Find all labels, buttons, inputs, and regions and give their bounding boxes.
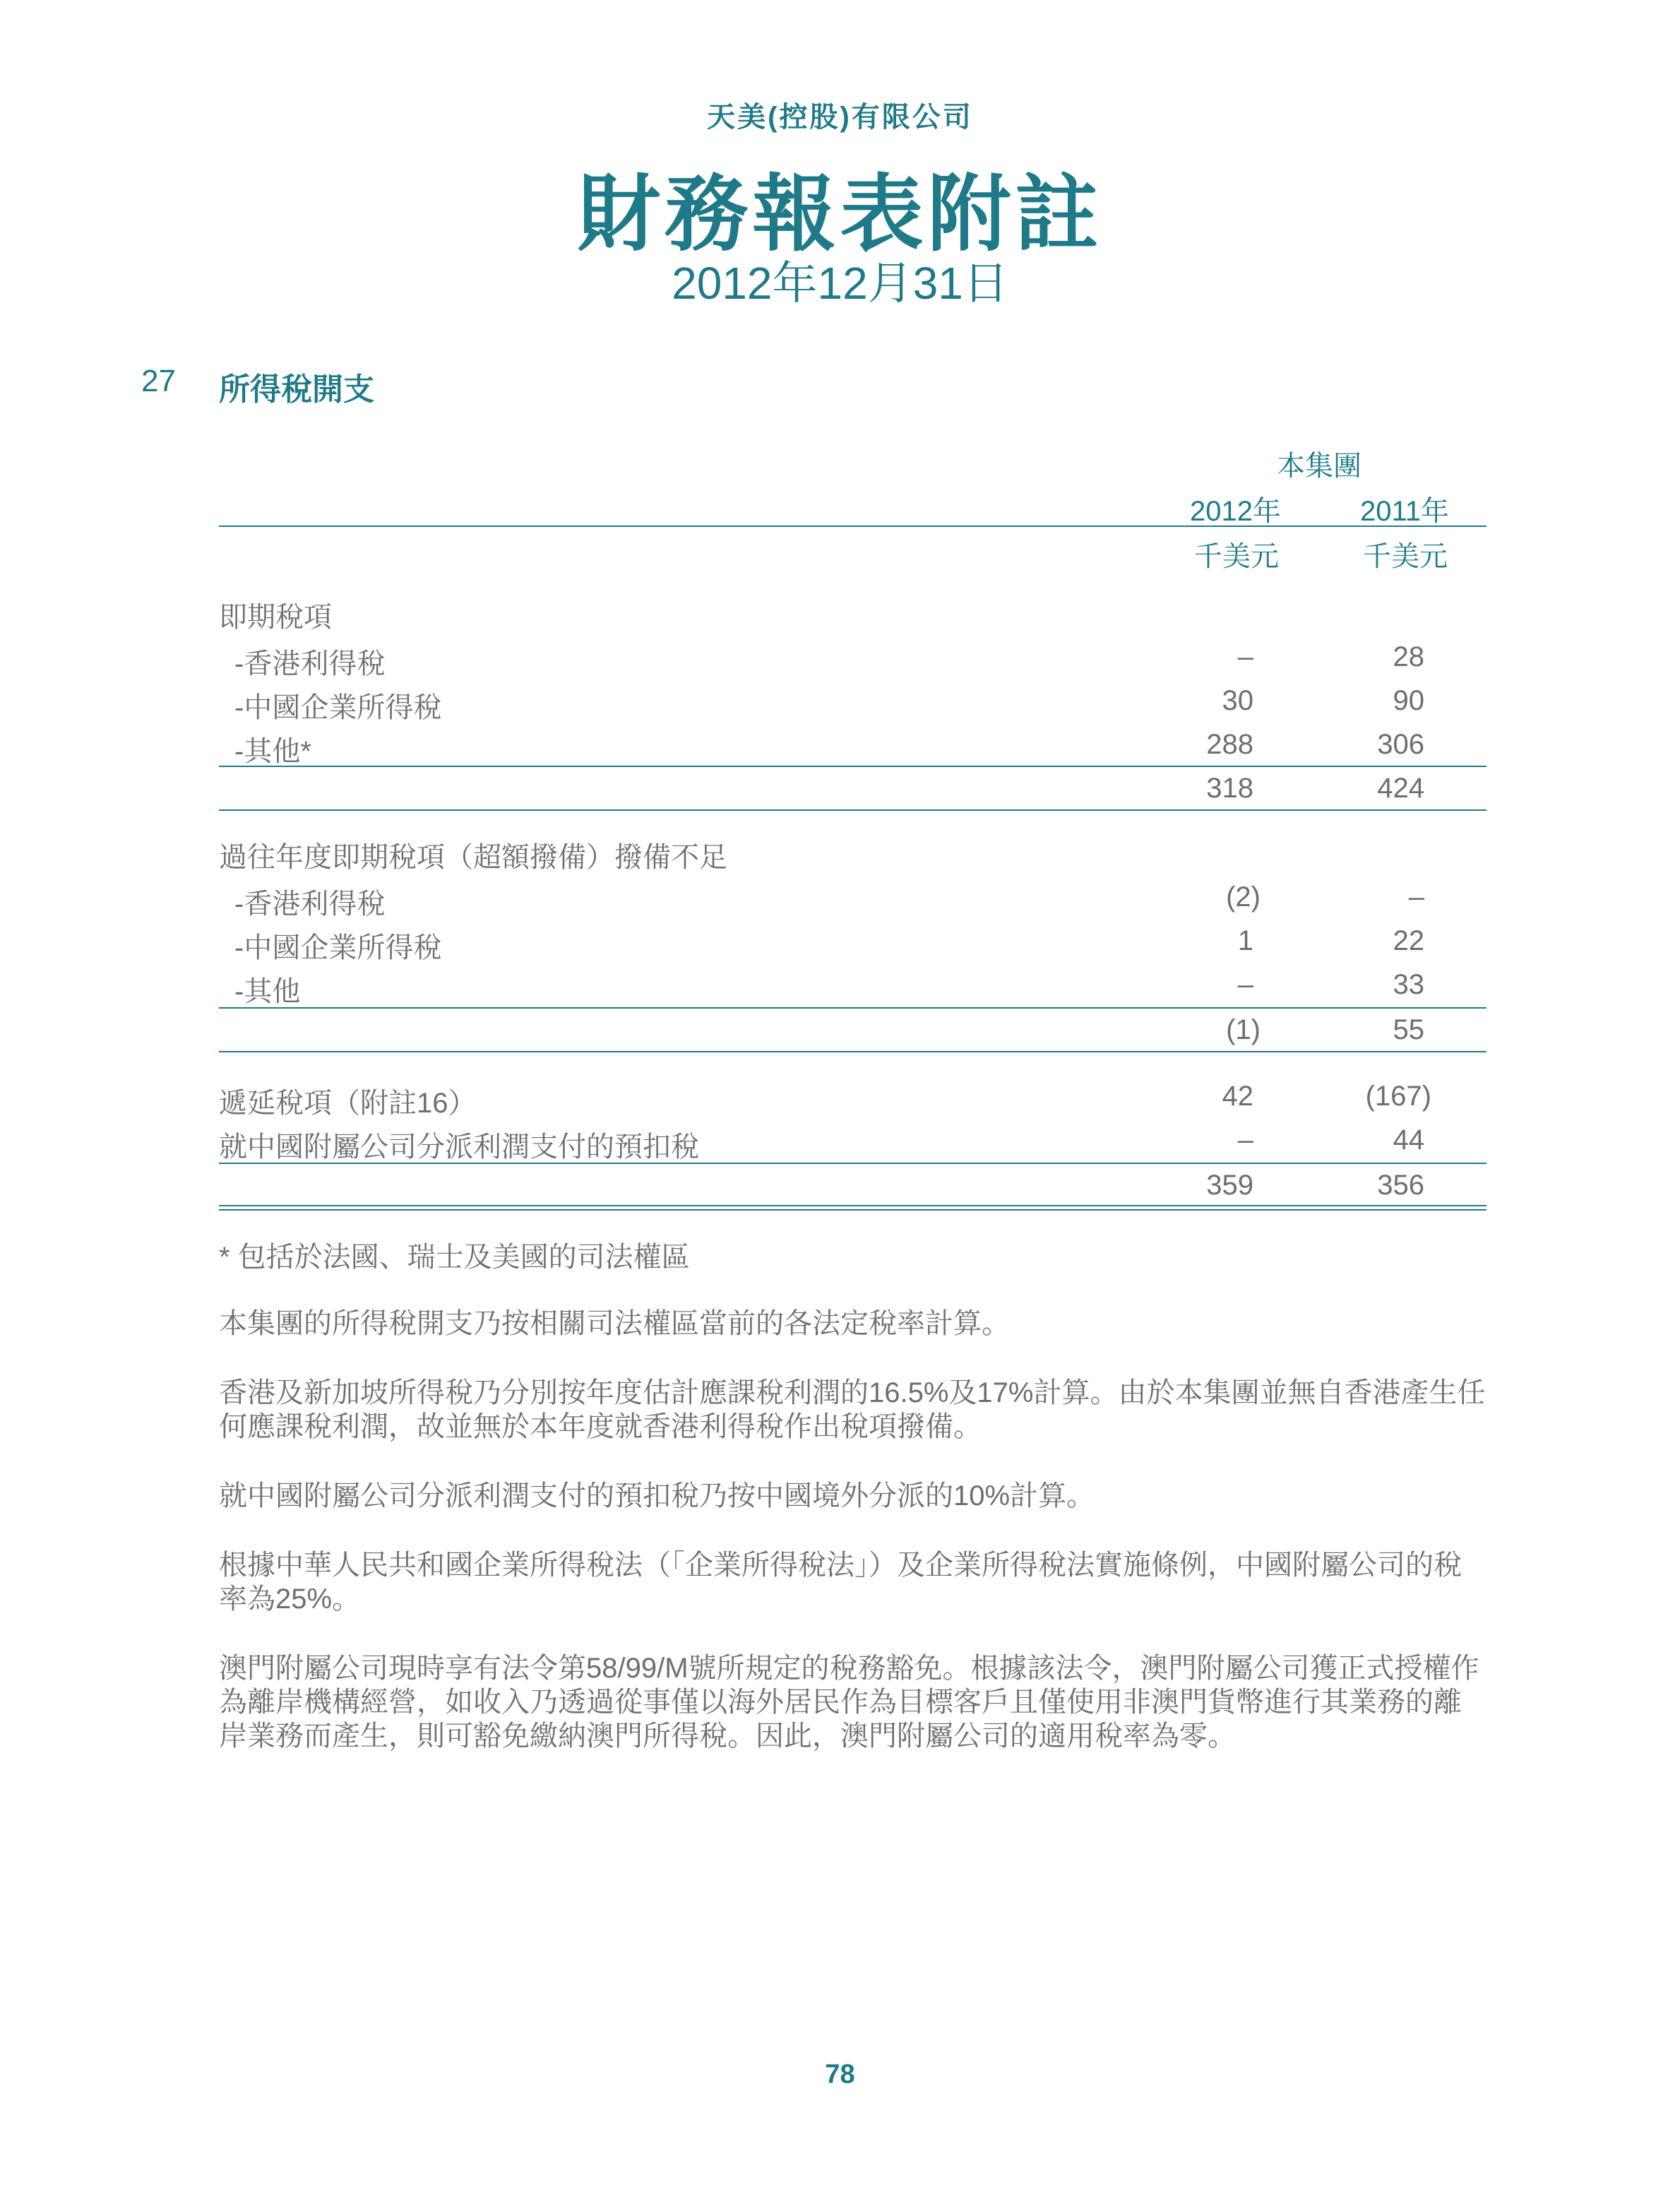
subtotal-rule xyxy=(219,766,1487,767)
note-paragraph-1: 本集團的所得稅開支乃按相關司法權區當前的各法定稅率計算。 xyxy=(219,1308,1010,1339)
table-row: -香港利得稅 – 28 xyxy=(234,641,1424,679)
col-2012-unit: 千美元 xyxy=(1194,541,1279,572)
total-rule xyxy=(219,1163,1487,1164)
company-name: 天美(控股)有限公司 xyxy=(707,102,973,133)
report-date: 2012年12月31日 xyxy=(672,258,1008,309)
col-2012-year: 2012年 xyxy=(1190,496,1281,527)
table-row: -中國企業所得稅 1 22 xyxy=(234,925,1424,963)
subtotal-rule xyxy=(219,1007,1487,1009)
header-rule xyxy=(219,525,1487,527)
col-2011-unit: 千美元 xyxy=(1363,541,1448,572)
total-double-rule xyxy=(219,1205,1487,1211)
table-row: -其他 – 33 xyxy=(234,969,1424,1007)
withholding-tax-row: 就中國附屬公司分派利潤支付的預扣稅 – 44 xyxy=(219,1124,1424,1163)
subtotal-rule xyxy=(219,809,1487,811)
page-number: 78 xyxy=(825,2060,855,2089)
note-paragraph-2: 香港及新加坡所得稅乃分別按年度估計應課稅利潤的16.5%及17%計算。由於本集團並無自香港產生任何應課稅利潤，故並無於本年度就香港利得稅作出稅項撥備。 xyxy=(219,1377,1486,1442)
current-tax-subtotal: 318 424 xyxy=(1206,773,1424,804)
note-paragraph-5: 澳門附屬公司現時享有法令第58/99/M號所規定的稅務豁免。根據該法令，澳門附屬公司獲正式授權作為離岸機構經營，如收入乃透過從事僅以海外居民作為目標客戶且僅使用非澳門貨幣進行其業務的離岸業務而產生，則可豁免繳納澳門所得稅。因此，澳門附屬公司的適用稅率為零。 xyxy=(219,1653,1479,1752)
prior-year-subtotal: (1) 55 xyxy=(1226,1014,1424,1045)
note-paragraph-3: 就中國附屬公司分派利潤支付的預扣稅乃按中國境外分派的10%計算。 xyxy=(219,1480,1095,1511)
table-row: -其他* 288 306 xyxy=(234,729,1424,767)
table-row: -香港利得稅 (2) – xyxy=(234,881,1424,920)
prior-year-heading: 過往年度即期稅項（超額撥備）撥備不足 xyxy=(219,842,727,873)
group-label: 本集團 xyxy=(1277,451,1362,482)
table-row: -中國企業所得稅 30 90 xyxy=(234,685,1424,723)
total-row: 359 356 xyxy=(1206,1170,1424,1201)
current-tax-heading: 即期稅項 xyxy=(219,602,332,633)
col-2011-year: 2011年 xyxy=(1360,496,1450,527)
footnote: * 包括於法國、瑞士及美國的司法權區 xyxy=(219,1242,690,1273)
subtotal-rule xyxy=(219,1051,1487,1052)
section-title: 所得稅開支 xyxy=(219,372,374,407)
section-number: 27 xyxy=(141,364,176,398)
note-paragraph-4: 根據中華人民共和國企業所得稅法（「企業所得稅法」）及企業所得稅法實施條例，中國附屬公司的稅率為25%。 xyxy=(219,1550,1462,1615)
deferred-tax-row: 遞延稅項（附註16） 42 (167) xyxy=(219,1081,1431,1119)
page-title: 財務報表附註 xyxy=(577,168,1103,261)
